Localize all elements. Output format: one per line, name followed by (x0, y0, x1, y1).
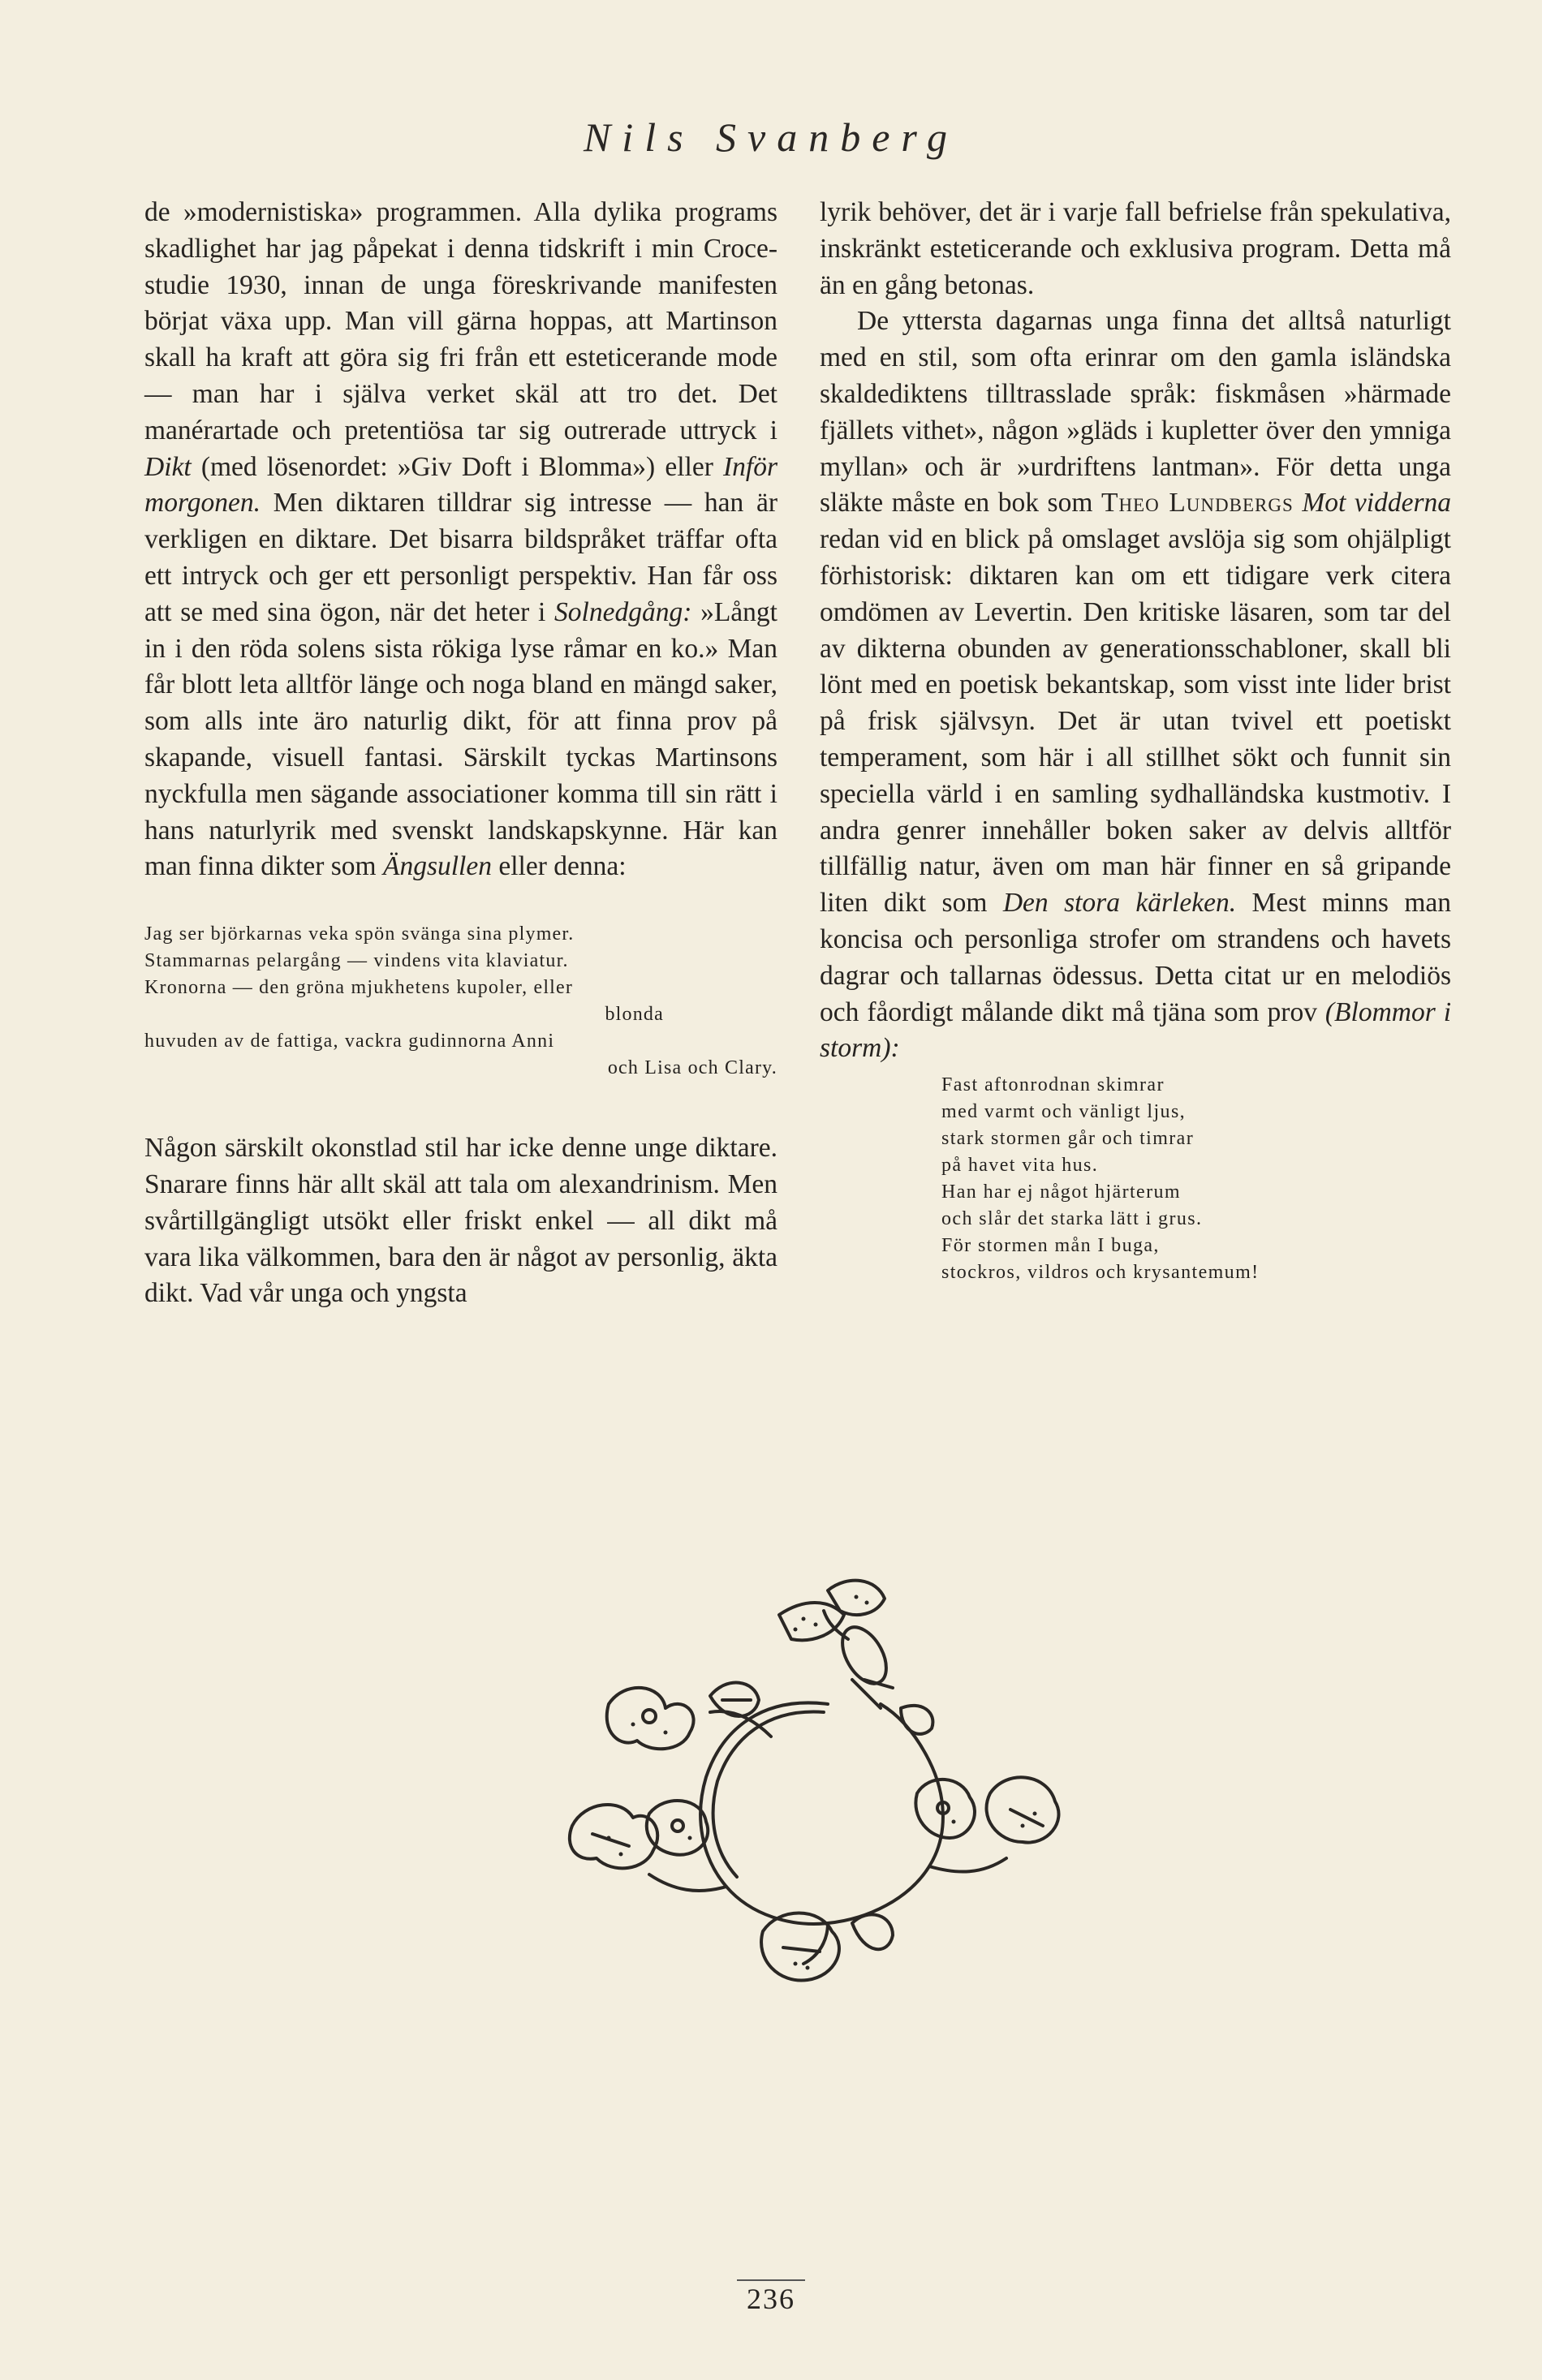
flower-icon (987, 1777, 1059, 1842)
paragraph: Någon särskilt okonstlad stil har icke denne unge diktare. Snarare finns här allt skäl att tala om alexandrinism. Men svårtillgängligt utsökt eller friskt enkel — all dikt må vara lika välkommen, bara den är något av personlig, äkta dikt. Vad vår unga och yngsta (144, 1133, 777, 1309)
left-column (144, 195, 777, 1312)
poem-line: Kronorna — den gröna mjukhetens kupoler, eller (144, 977, 574, 999)
leaf-icon (901, 1706, 933, 1734)
poem-line: Han har ej något hjärterum (941, 1181, 1181, 1203)
wreath-vine (700, 1702, 943, 1923)
poem-line: och slår det starka lätt i grus. (941, 1208, 1203, 1230)
paragraph: de »modernistiska» programmen. Alla dylika programs skadlighet har jag påpekat i denna tidskrift i min Croce-studie 1930, innan de unga föreskrivande manifesten börjat växa upp. Man vill gärna hoppas, att Martinson skall ha kraft att göra sig fri från ett esteticerande mode — man har i själva verket skäl att tro det. Det manérartade och pretentiösa tar sig outrerade uttryck i Dikt (med lösenordet: »Giv Doft i Blomma») eller Inför morgonen. Men diktaren tilldrar sig intresse — han är verkligen en diktare. Det bisarra bildspråket träffar ofta ett intryck och ger ett personligt perspektiv. Han får oss att se med sina ögon, när det heter i Solnedgång: »Långt in i den röda solens sista rökiga lyse råmar en ko.» Man får blott leta alltför länge och noga bland en mängd saker, som alls inte äro naturlig dikt, för att finna prov på skapande, visuell fantasi. Särskilt tyckas Martinsons nyckfulla men sägande associationer komma till sin rätt i hans naturlyrik med svenskt landskapskynne. Här kan man finna dikter som Ängsullen eller denna: (144, 197, 777, 882)
poem-quote (144, 921, 777, 1082)
paragraph: De yttersta dagarnas unga finna det alltså naturligt med en stil, som ofta erinrar om den gamla isländska skaldediktens tilltrasslade språk: fiskmåsen »härmade fjällets vithet», någon »gläds i kupletter över den ymniga myllan» och är »urdriftens lantman». För detta unga släkte måste en bok som Theo Lundbergs Mot vidderna redan vid en blick på omslaget avslöja sig som ohjälpligt förhistorisk: diktaren kan om ett tidigare verk citera omdömen av Levertin. Den kritiske läsaren, som tar del av dikterna obunden av generationsschabloner, skall bli lönt med en poetisk bekantskap, som visst inte lider brist på frisk självsyn. Det är utan tvivel ett poetiskt temperament, som här i all stillhet sökt och funnit sin speciella värld i en samling sydhalländska kustmotiv. I andra genrer innehåller boken saker av delvis alltför tillfällig natur, även om man här finner en så gripande liten dikt som Den stora kärleken. Mest minns man koncisa och personliga strofer om strandens och havets dagrar och tallarnas ödessus. Detta citat ur en melodiös och fåordigt målande dikt må tjäna som prov (Blommor i storm): (820, 306, 1452, 1064)
poem-line: huvuden av de fattiga, vackra gudinnorna Anni (144, 1031, 555, 1052)
flower-icon (607, 1688, 694, 1749)
vine-tendril (649, 1874, 726, 1891)
stipple-dots (607, 1595, 1037, 1970)
leaf-icon (852, 1914, 893, 1949)
poem-line: Stammarnas pelargång — vindens vita klaviatur. (144, 950, 569, 972)
running-header: Nils Svanberg (583, 114, 959, 160)
poem-line-continuation: och Lisa och Clary. (607, 1057, 777, 1079)
poem-line: stockros, vildros och krysantemum! (941, 1262, 1260, 1284)
right-column (820, 195, 1451, 1286)
poem-line: stark stormen går och timrar (941, 1128, 1195, 1150)
poem-line: med varmt och vänligt ljus, (941, 1101, 1187, 1123)
poem-quote (941, 1072, 1451, 1286)
vine-tendril (803, 1923, 828, 1964)
vine-tendril (929, 1858, 1006, 1872)
page-number: 236 (0, 2282, 1542, 2316)
paragraph: lyrik behöver, det är i varje fall befrielse från spekulativa, inskränkt esteticerande och exklusiva program. Detta må än en gång betonas. (820, 197, 1451, 300)
floral-wreath-ornament (560, 1566, 1079, 2004)
poem-line: Fast aftonrodnan skimrar (941, 1074, 1165, 1096)
flower-icon (570, 1805, 657, 1868)
insect-icon (779, 1581, 895, 1708)
flower-icon (915, 1780, 975, 1838)
poem-line-continuation: blonda (605, 1004, 664, 1026)
poem-line: på havet vita hus. (941, 1155, 1099, 1177)
poem-line: Jag ser björkarnas veka spön svänga sina plymer. (144, 923, 575, 945)
poem-line: För stormen mån I buga, (941, 1235, 1160, 1257)
